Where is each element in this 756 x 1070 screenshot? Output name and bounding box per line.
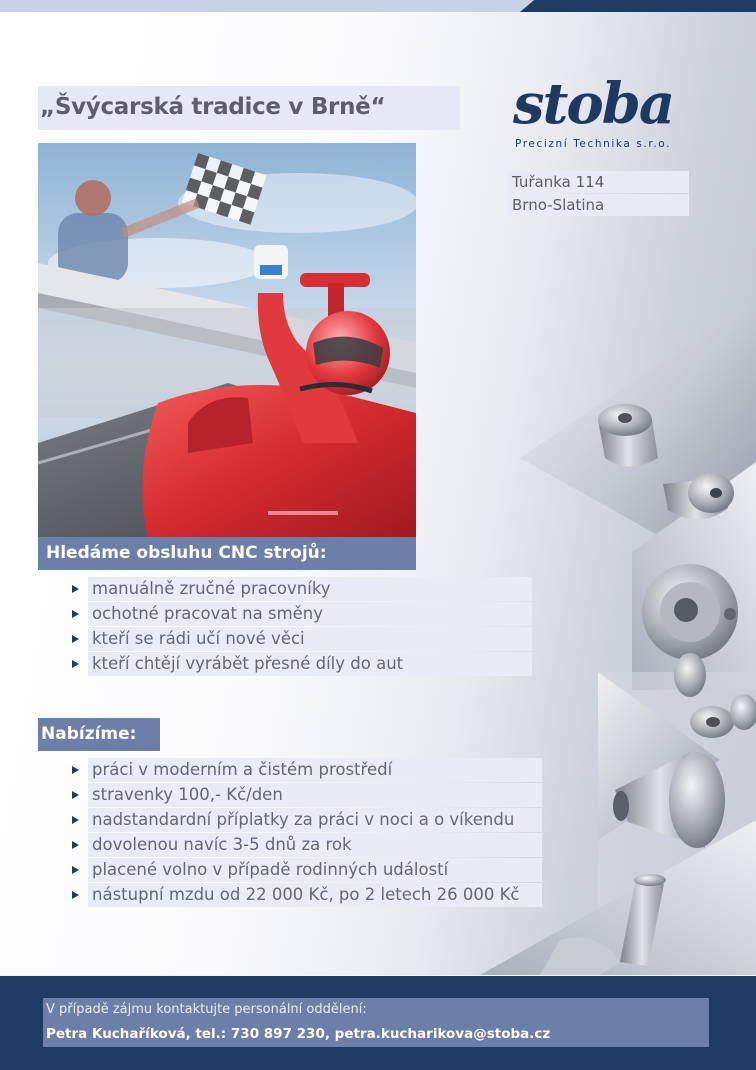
list-item-text: dovolenou navíc 3-5 dnů za rok [92,835,352,854]
triangle-bullet-icon [72,635,79,643]
address-street: Tuřanka 114 [512,173,605,191]
stoba-logo: stoba [513,71,674,137]
list-item-text: nadstandardní příplatky za práci v noci a o víkendu [92,810,515,829]
list-item-text: práci v moderním a čistém prostředí [92,760,393,779]
list-item-text: kteří se rádi učí nové věci [92,629,305,648]
race-driver-photo [38,143,416,537]
triangle-bullet-icon [72,841,79,849]
triangle-bullet-icon [72,866,79,874]
list-item-text: stravenky 100,- Kč/den [92,785,283,804]
triangle-bullet-icon [72,816,79,824]
contact-details[interactable]: Petra Kuchaříková, tel.: 730 897 230, petra.kucharikova@stoba.cz [46,1026,551,1042]
logo-subtitle: Precizní Technika s.r.o. [515,138,672,150]
section-heading-offer: Nabízíme: [38,718,160,751]
cylinder-part-icon [598,404,658,467]
flange-part-icon [642,564,738,660]
list-item-text: placené volno v případě rodinných událostí [92,860,449,879]
address-city: Brno-Slatina [512,196,605,214]
list-item-text: kteří chtějí vyrábět přesné díly do aut [92,654,404,673]
triangle-bullet-icon [72,585,79,593]
list-item-text: ochotné pracovat na směny [92,604,324,623]
list-item-text: nástupní mzdu od 22 000 Kč, po 2 letech 26 000 Kč [92,885,520,904]
triangle-bullet-icon [72,891,79,899]
triangle-bullet-icon [72,766,79,774]
contact-intro: V případě zájmu kontaktujte personální oddělení: [46,1002,367,1017]
triangle-bullet-icon [72,791,79,799]
triangle-bullet-icon [72,660,79,668]
page-title: „Švýcarská tradice v Brně“ [40,94,386,120]
section-heading-looking: Hledáme obsluhu CNC strojů: [38,537,416,570]
triangle-bullet-icon [72,610,79,618]
list-item-text: manuálně zručné pracovníky [92,579,331,598]
